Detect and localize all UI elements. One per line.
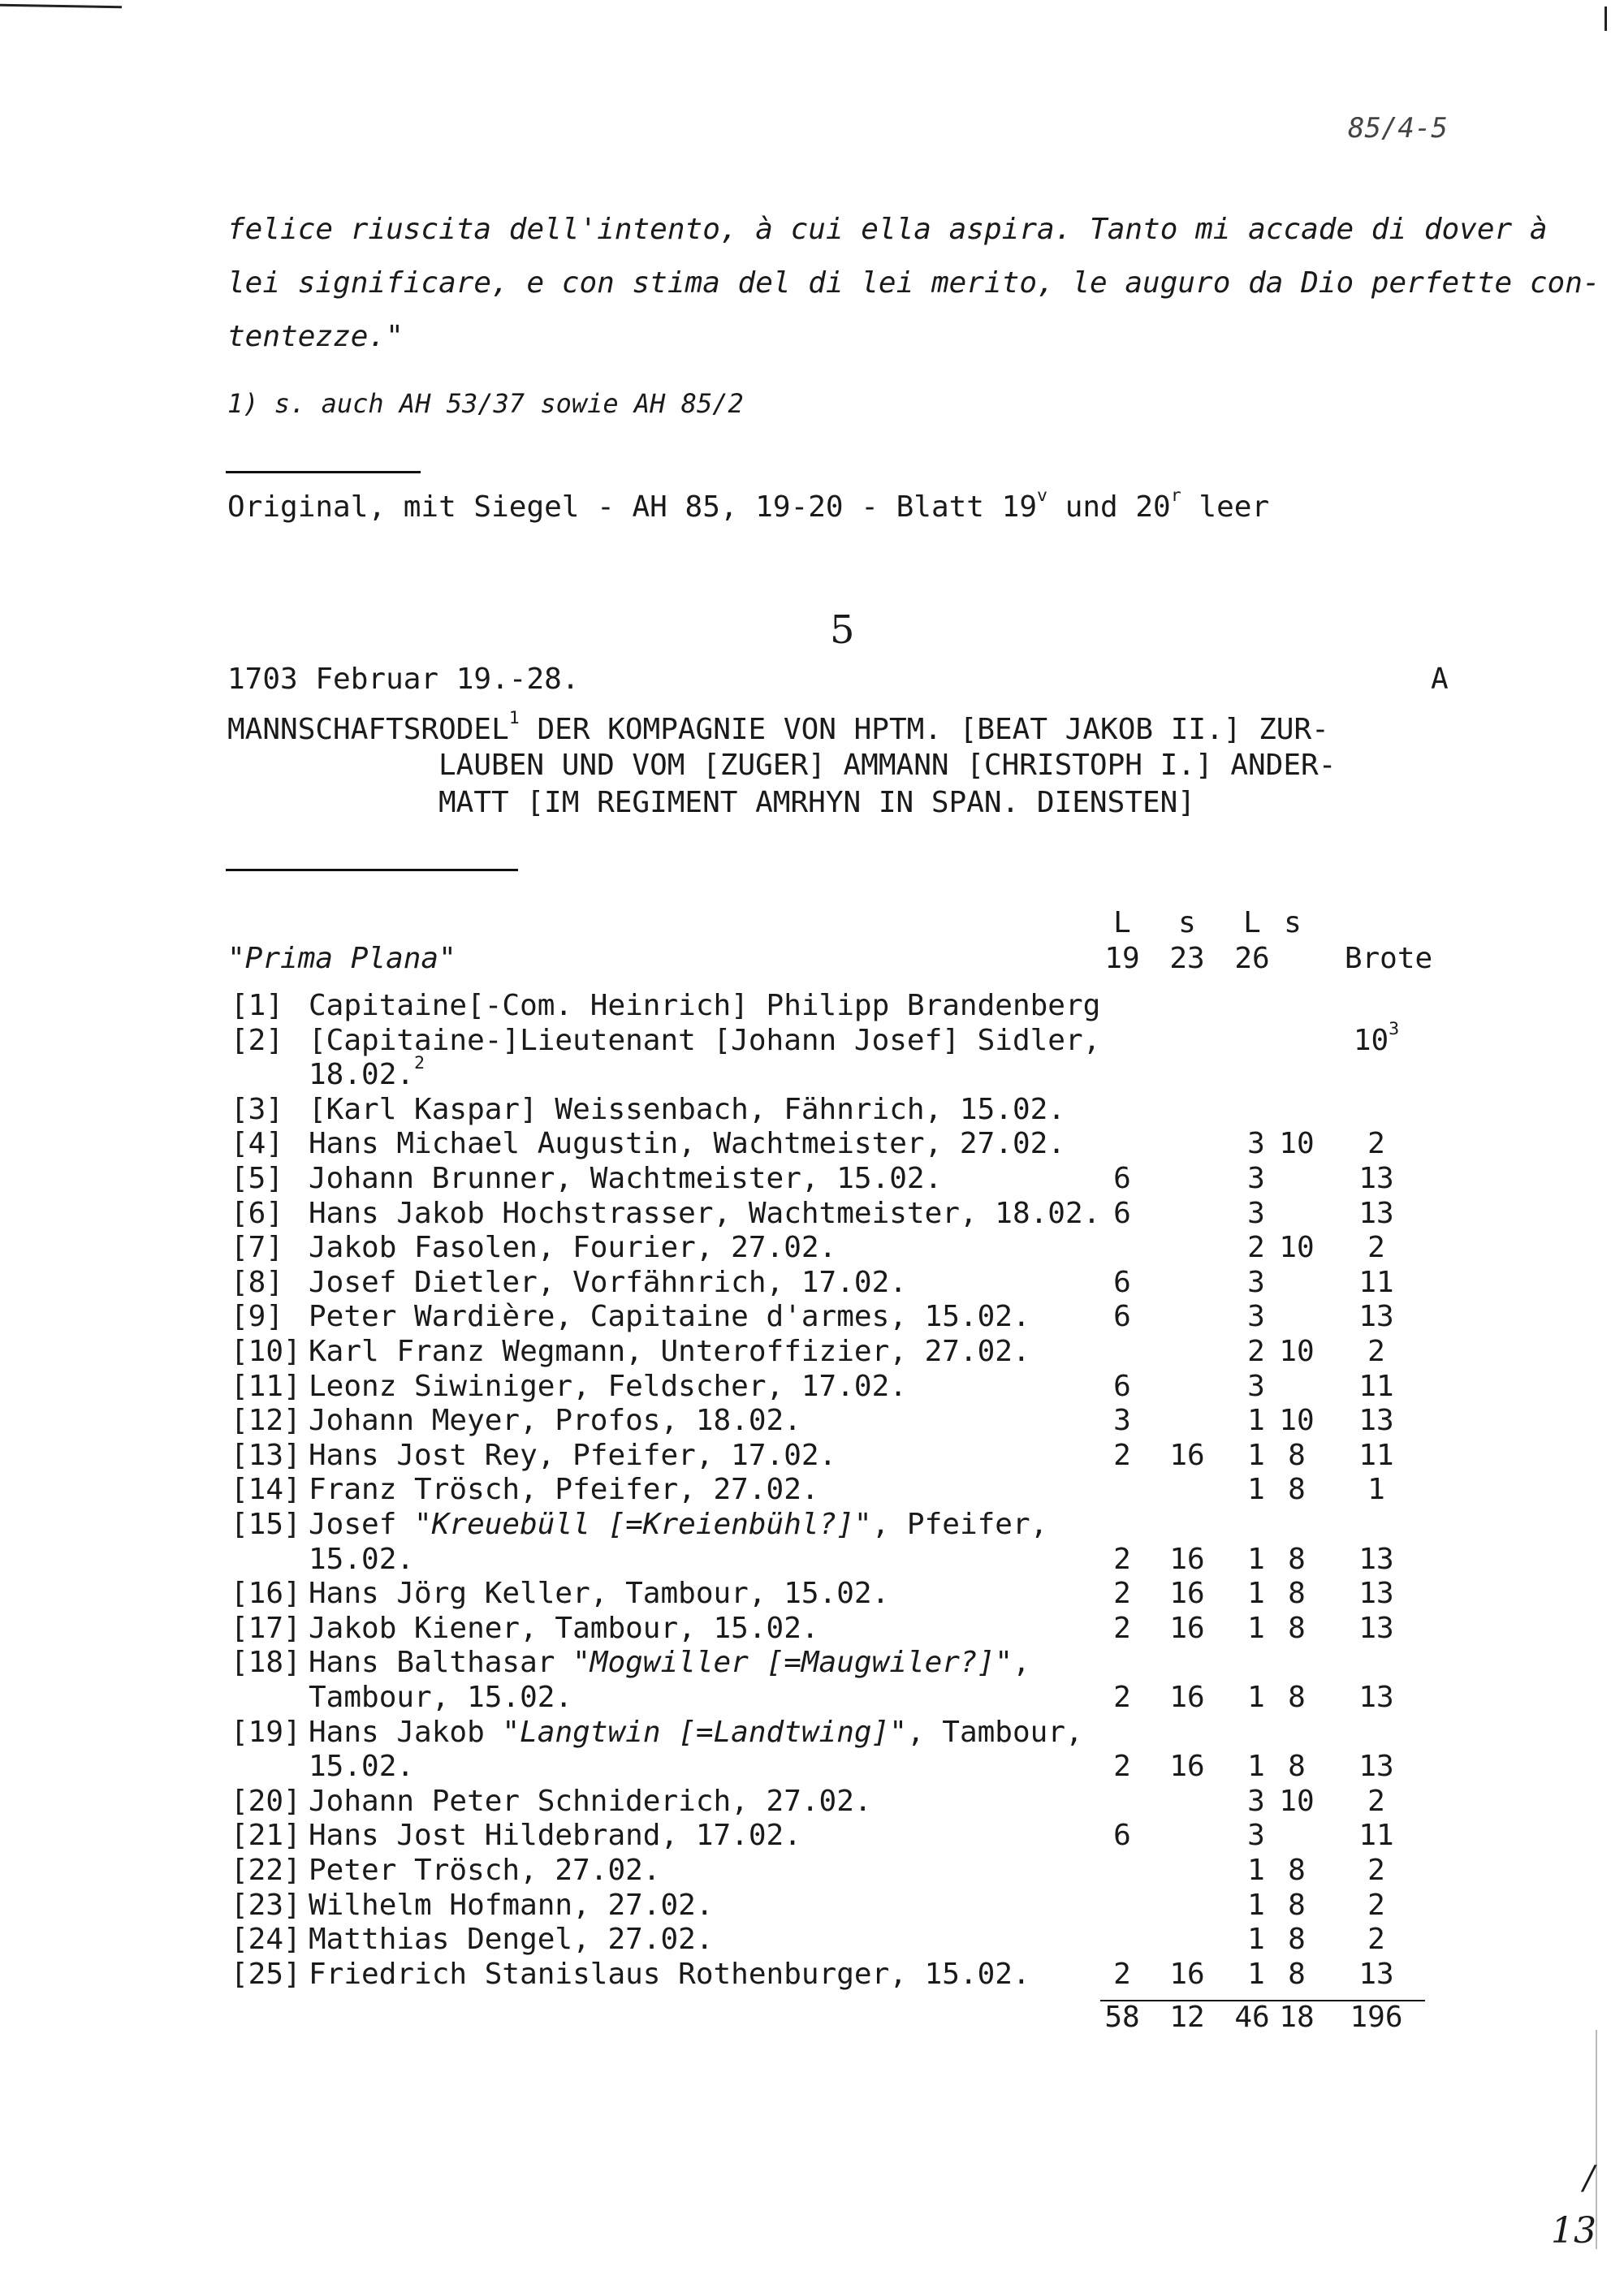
row-continuation-text: 15.02. bbox=[309, 1750, 415, 1784]
row-value-text: 1 bbox=[1247, 1681, 1265, 1714]
handwritten-page-number: 13 bbox=[1551, 2210, 1596, 2252]
row-value-text: 16 bbox=[1169, 1957, 1205, 1991]
row-entry-italic: "Mogwiller [=Maugwiler?]" bbox=[572, 1646, 1013, 1680]
letter-end-line-1: felice riuscita dell'intento, à cui ella aspira. Tanto mi accade di dover à bbox=[227, 213, 1548, 246]
row-value-c5 bbox=[1340, 1473, 1413, 1506]
row-index: [17] bbox=[231, 1611, 301, 1645]
row-value-c1 bbox=[1094, 1612, 1151, 1645]
row-entry: Peter Trösch, 27.02. bbox=[309, 1854, 661, 1887]
row-value-c3 bbox=[1228, 1162, 1285, 1195]
row-value-c5 bbox=[1340, 1018, 1413, 1057]
row-value-text: 13 bbox=[1358, 1542, 1394, 1576]
row-entry-continuation bbox=[309, 1681, 572, 1714]
row-value-c4 bbox=[1268, 1854, 1325, 1887]
row-value-text: 1 bbox=[1247, 1854, 1265, 1887]
row-index: [9] bbox=[231, 1300, 284, 1334]
source-note bbox=[227, 486, 1270, 524]
row-value-text: 8 bbox=[1288, 1957, 1306, 1991]
row-value-text: 16 bbox=[1169, 1681, 1205, 1714]
document-title-line-2: LAUBEN UND VOM [ZUGER] AMMANN [CHRISTOPH I.] ANDER- bbox=[438, 749, 1337, 782]
row-index: [23] bbox=[231, 1888, 301, 1922]
row-value-c1 bbox=[1094, 1370, 1151, 1403]
row-entry-continuation bbox=[309, 1053, 425, 1092]
row-value-c5 bbox=[1340, 1162, 1413, 1195]
title-footnote-mark: 1 bbox=[508, 708, 520, 728]
row-entry-pre: Hans Jakob bbox=[309, 1715, 503, 1749]
row-value-text: 8 bbox=[1288, 1888, 1306, 1922]
row-value-text: 2 bbox=[1113, 1750, 1131, 1784]
row-value-c2 bbox=[1159, 1543, 1216, 1576]
handwritten-checkmark: / bbox=[1583, 2160, 1595, 2197]
row-value-text: 3 bbox=[1247, 1369, 1265, 1403]
row-value-c5 bbox=[1340, 1958, 1413, 1991]
document-number: 5 bbox=[830, 607, 855, 653]
row-value-c1 bbox=[1094, 1958, 1151, 1991]
row-value-text: 6 bbox=[1113, 1265, 1131, 1299]
row-value-text: 2 bbox=[1367, 1784, 1385, 1818]
row-value-c4 bbox=[1268, 1473, 1325, 1506]
row-value-c4 bbox=[1268, 1681, 1325, 1714]
row-value-text: 2 bbox=[1113, 1577, 1131, 1611]
scan-artifact-top-left bbox=[0, 4, 122, 9]
row-index: [22] bbox=[231, 1854, 301, 1887]
row-value-c1 bbox=[1094, 1439, 1151, 1472]
row-entry-post: , bbox=[1012, 1646, 1030, 1680]
source-note-sup-v: v bbox=[1037, 486, 1048, 506]
row-value-text: 3 bbox=[1247, 1196, 1265, 1230]
title-separator bbox=[226, 869, 518, 871]
row-continuation-text: 18.02. bbox=[309, 1058, 415, 1092]
row-entry bbox=[309, 1646, 1030, 1679]
row-value-text: 8 bbox=[1288, 1681, 1306, 1714]
row-value-c5 bbox=[1340, 1300, 1413, 1333]
document-letter-code: A bbox=[1431, 663, 1449, 696]
row-value-c1 bbox=[1094, 1681, 1151, 1714]
row-value-footnote: 3 bbox=[1389, 1018, 1400, 1039]
header-bottom-col1: 19 bbox=[1104, 942, 1140, 975]
row-value-text: 6 bbox=[1113, 1819, 1131, 1853]
row-index: [16] bbox=[231, 1577, 301, 1611]
row-value-text: 3 bbox=[1113, 1404, 1131, 1438]
row-value-text: 1 bbox=[1247, 1957, 1265, 1991]
row-value-c3 bbox=[1228, 1300, 1285, 1333]
row-value-c5 bbox=[1340, 1750, 1413, 1783]
row-value-c4 bbox=[1268, 1231, 1325, 1264]
row-entry-continuation bbox=[309, 1543, 414, 1576]
row-value-c5 bbox=[1340, 1819, 1413, 1852]
row-value-text: 13 bbox=[1358, 1196, 1394, 1230]
source-note-pre: Original, mit Siegel - AH 85, 19-20 - Blatt 19 bbox=[227, 490, 1037, 524]
row-value-c3 bbox=[1228, 1370, 1285, 1403]
row-value-text: 2 bbox=[1367, 1231, 1385, 1265]
row-entry: Jakob Fasolen, Fourier, 27.02. bbox=[309, 1231, 837, 1265]
row-value-c4 bbox=[1268, 1958, 1325, 1991]
row-value-c2 bbox=[1159, 1750, 1216, 1783]
row-value-text: 16 bbox=[1169, 1611, 1205, 1645]
row-index: [12] bbox=[231, 1404, 301, 1438]
row-value-c5 bbox=[1340, 1923, 1413, 1956]
letter-end-line-3: tentezze." bbox=[227, 320, 404, 353]
row-value-text: 11 bbox=[1358, 1819, 1394, 1853]
row-value-text: 16 bbox=[1169, 1577, 1205, 1611]
total-col4: 18 bbox=[1279, 2001, 1315, 2034]
row-entry: Johann Brunner, Wachtmeister, 15.02. bbox=[309, 1162, 943, 1195]
row-value-text: 2 bbox=[1113, 1957, 1131, 1991]
row-value-c5 bbox=[1340, 1439, 1413, 1472]
row-entry-pre: Josef bbox=[309, 1508, 415, 1541]
row-value-text: 13 bbox=[1358, 1404, 1394, 1438]
row-value-c4 bbox=[1268, 1750, 1325, 1783]
row-continuation-text: Tambour, 15.02. bbox=[309, 1681, 573, 1714]
row-entry: Hans Jost Rey, Pfeifer, 17.02. bbox=[309, 1438, 837, 1472]
row-value-text: 8 bbox=[1288, 1577, 1306, 1611]
row-value-text: 2 bbox=[1367, 1335, 1385, 1368]
row-value-text: 2 bbox=[1113, 1542, 1131, 1576]
row-entry-italic: "Langtwin [=Landtwing]" bbox=[502, 1715, 907, 1749]
row-entry: [Karl Kaspar] Weissenbach, Fähnrich, 15.02. bbox=[309, 1092, 1065, 1126]
row-index: [7] bbox=[231, 1231, 284, 1265]
letter-end-line-2: lei significare, e con stima del di lei merito, le auguro da Dio perfette con- bbox=[227, 266, 1600, 300]
title-line1-post: DER KOMPAGNIE VON HPTM. [BEAT JAKOB II.] ZUR- bbox=[519, 713, 1329, 746]
page-reference: 85/4-5 bbox=[1348, 112, 1448, 145]
row-value-c3 bbox=[1228, 1266, 1285, 1299]
row-value-text: 10 bbox=[1279, 1784, 1315, 1818]
row-entry: Capitaine[-Com. Heinrich] Philipp Brandenberg bbox=[309, 989, 1101, 1022]
row-value-text: 16 bbox=[1169, 1750, 1205, 1784]
row-entry: Johann Peter Schniderich, 27.02. bbox=[309, 1784, 872, 1818]
row-value-c1 bbox=[1094, 1750, 1151, 1783]
row-value-text: 8 bbox=[1288, 1854, 1306, 1887]
row-value-text: 11 bbox=[1358, 1438, 1394, 1472]
row-entry: Hans Michael Augustin, Wachtmeister, 27.02. bbox=[309, 1127, 1065, 1161]
row-value-text: 16 bbox=[1169, 1542, 1205, 1576]
row-value-text: 6 bbox=[1113, 1369, 1131, 1403]
header-bottom-col3: 26 bbox=[1234, 942, 1270, 975]
row-value-text: 2 bbox=[1367, 1127, 1385, 1161]
header-top-col3: L bbox=[1243, 906, 1261, 939]
row-value-text: 8 bbox=[1288, 1923, 1306, 1957]
row-entry-post: , Tambour, bbox=[906, 1715, 1083, 1749]
row-value-c4 bbox=[1268, 1577, 1325, 1610]
row-entry: Matthias Dengel, 27.02. bbox=[309, 1923, 714, 1957]
row-value-text: 1 bbox=[1247, 1542, 1265, 1576]
row-value-text: 10 bbox=[1279, 1335, 1315, 1368]
section-label: "Prima Plana" bbox=[227, 942, 456, 975]
scan-artifact-right-edge bbox=[1605, 6, 1607, 31]
row-value-text: 6 bbox=[1113, 1300, 1131, 1334]
row-value-c2 bbox=[1159, 1958, 1216, 1991]
row-value-text: 6 bbox=[1113, 1196, 1131, 1230]
row-entry bbox=[309, 1716, 1083, 1749]
row-index: [20] bbox=[231, 1784, 301, 1818]
row-entry: Hans Jörg Keller, Tambour, 15.02. bbox=[309, 1577, 890, 1611]
header-top-col1: L bbox=[1113, 906, 1131, 939]
row-value-text: 8 bbox=[1288, 1542, 1306, 1576]
row-value-text: 2 bbox=[1367, 1923, 1385, 1957]
row-value-c1 bbox=[1094, 1197, 1151, 1230]
row-value-c4 bbox=[1268, 1923, 1325, 1956]
row-value-c5 bbox=[1340, 1889, 1413, 1922]
row-index: [21] bbox=[231, 1819, 301, 1853]
row-value-text: 10 bbox=[1279, 1231, 1315, 1265]
row-index: [18] bbox=[231, 1646, 301, 1680]
row-index: [4] bbox=[231, 1127, 284, 1161]
row-entry: Karl Franz Wegmann, Unteroffizier, 27.02. bbox=[309, 1335, 1030, 1368]
row-value-text: 10 bbox=[1279, 1127, 1315, 1161]
title-line1-pre: MANNSCHAFTSRODEL bbox=[227, 713, 509, 746]
row-index: [19] bbox=[231, 1715, 301, 1749]
row-value-text: 10 bbox=[1279, 1404, 1315, 1438]
row-index: [6] bbox=[231, 1196, 284, 1230]
document-title-line-3: MATT [IM REGIMENT AMRHYN IN SPAN. DIENSTEN] bbox=[438, 786, 1195, 819]
row-value-text: 11 bbox=[1358, 1369, 1394, 1403]
row-value-text: 2 bbox=[1247, 1231, 1265, 1265]
row-value-text: 2 bbox=[1367, 1854, 1385, 1887]
row-value-text: 3 bbox=[1247, 1162, 1265, 1195]
document-date: 1703 Februar 19.-28. bbox=[227, 663, 580, 696]
row-value-text: 3 bbox=[1247, 1784, 1265, 1818]
row-value-text: 13 bbox=[1358, 1750, 1394, 1784]
row-value-c4 bbox=[1268, 1543, 1325, 1576]
row-entry-continuation bbox=[309, 1750, 414, 1783]
row-value-text: 8 bbox=[1288, 1473, 1306, 1507]
row-value-c5 bbox=[1340, 1854, 1413, 1887]
row-entry: Peter Wardière, Capitaine d'armes, 15.02. bbox=[309, 1300, 1030, 1334]
row-value-text: 1 bbox=[1247, 1923, 1265, 1957]
row-value-c1 bbox=[1094, 1404, 1151, 1437]
row-value-c3 bbox=[1228, 1819, 1285, 1852]
row-value-text: 13 bbox=[1358, 1577, 1394, 1611]
row-entry bbox=[309, 1508, 1047, 1541]
row-value-text: 16 bbox=[1169, 1438, 1205, 1472]
row-entry: Friedrich Stanislaus Rothenburger, 15.02. bbox=[309, 1957, 1030, 1991]
row-value-text: 6 bbox=[1113, 1162, 1131, 1195]
row-value-c2 bbox=[1159, 1439, 1216, 1472]
row-value-c5 bbox=[1340, 1197, 1413, 1230]
row-index: [15] bbox=[231, 1508, 301, 1541]
row-index: [10] bbox=[231, 1335, 301, 1368]
row-value-c5 bbox=[1340, 1127, 1413, 1160]
row-entry: Franz Trösch, Pfeifer, 27.02. bbox=[309, 1473, 819, 1507]
total-brote: 196 bbox=[1350, 2001, 1403, 2034]
row-value-text: 1 bbox=[1367, 1473, 1385, 1507]
source-note-mid: und 20 bbox=[1047, 490, 1171, 524]
row-entry: Josef Dietler, Vorfähnrich, 17.02. bbox=[309, 1265, 907, 1299]
row-index: [5] bbox=[231, 1162, 284, 1195]
header-bottom-brote: Brote bbox=[1344, 942, 1433, 975]
row-value-text: 11 bbox=[1358, 1265, 1394, 1299]
row-index: [25] bbox=[231, 1957, 301, 1991]
total-col1: 58 bbox=[1104, 2001, 1140, 2034]
previous-footnote: 1) s. auch AH 53/37 sowie AH 85/2 bbox=[227, 388, 744, 419]
row-value-c4 bbox=[1268, 1335, 1325, 1368]
row-index: [1] bbox=[231, 989, 284, 1022]
row-value-c4 bbox=[1268, 1889, 1325, 1922]
total-col3: 46 bbox=[1234, 2001, 1270, 2034]
row-value-c4 bbox=[1268, 1439, 1325, 1472]
row-entry: Jakob Kiener, Tambour, 15.02. bbox=[309, 1611, 819, 1645]
row-value-c5 bbox=[1340, 1404, 1413, 1437]
row-value-text: 13 bbox=[1358, 1957, 1394, 1991]
row-index: [3] bbox=[231, 1092, 284, 1126]
row-value-c5 bbox=[1340, 1785, 1413, 1818]
row-value-c5 bbox=[1340, 1266, 1413, 1299]
total-col2: 12 bbox=[1169, 2001, 1205, 2034]
row-continuation-footnote: 2 bbox=[414, 1053, 425, 1074]
row-value-text: 2 bbox=[1113, 1681, 1131, 1714]
row-value-text: 13 bbox=[1358, 1611, 1394, 1645]
row-value-text: 1 bbox=[1247, 1750, 1265, 1784]
row-value-text: 2 bbox=[1113, 1438, 1131, 1472]
row-value-c4 bbox=[1268, 1785, 1325, 1818]
row-value-c1 bbox=[1094, 1266, 1151, 1299]
row-value-text: 3 bbox=[1247, 1127, 1265, 1161]
row-value-c2 bbox=[1159, 1681, 1216, 1714]
row-value-text: 8 bbox=[1288, 1611, 1306, 1645]
header-top-col4: s bbox=[1284, 906, 1302, 939]
header-bottom-col2: 23 bbox=[1169, 942, 1205, 975]
row-entry: Johann Meyer, Profos, 18.02. bbox=[309, 1404, 801, 1438]
row-value-c5 bbox=[1340, 1231, 1413, 1264]
row-value-text: 1 bbox=[1247, 1404, 1265, 1438]
row-index: [11] bbox=[231, 1369, 301, 1403]
row-value-c1 bbox=[1094, 1543, 1151, 1576]
footnote-separator-1 bbox=[226, 471, 421, 473]
source-note-post: leer bbox=[1181, 490, 1270, 524]
row-value-c5 bbox=[1340, 1681, 1413, 1714]
source-note-sup-r: r bbox=[1170, 486, 1181, 506]
row-value-c4 bbox=[1268, 1127, 1325, 1160]
row-entry-italic: "Kreuebüll [=Kreienbühl?]" bbox=[414, 1508, 872, 1541]
row-value-text: 3 bbox=[1247, 1265, 1265, 1299]
row-index: [14] bbox=[231, 1473, 301, 1507]
row-value-c5 bbox=[1340, 1370, 1413, 1403]
row-value-c1 bbox=[1094, 1162, 1151, 1195]
row-entry-post: , Pfeifer, bbox=[871, 1508, 1048, 1541]
row-value-text: 13 bbox=[1358, 1300, 1394, 1334]
row-value-text: 1 bbox=[1247, 1577, 1265, 1611]
row-value-text: 1 bbox=[1247, 1473, 1265, 1507]
row-value-c2 bbox=[1159, 1577, 1216, 1610]
row-value-c5 bbox=[1340, 1543, 1413, 1576]
row-value-text: 13 bbox=[1358, 1162, 1394, 1195]
row-entry: Hans Jakob Hochstrasser, Wachtmeister, 18.02. bbox=[309, 1196, 1101, 1230]
row-value-text: 3 bbox=[1247, 1300, 1265, 1334]
row-entry: Wilhelm Hofmann, 27.02. bbox=[309, 1888, 714, 1922]
row-value-text: 10 bbox=[1353, 1023, 1389, 1057]
row-entry: Hans Jost Hildebrand, 17.02. bbox=[309, 1819, 801, 1853]
row-value-text: 3 bbox=[1247, 1819, 1265, 1853]
row-index: [2] bbox=[231, 1023, 284, 1057]
row-value-c1 bbox=[1094, 1577, 1151, 1610]
row-entry: Leonz Siwiniger, Feldscher, 17.02. bbox=[309, 1369, 907, 1403]
row-entry-pre: Hans Balthasar bbox=[309, 1646, 573, 1680]
header-top-col2: s bbox=[1178, 906, 1196, 939]
row-value-c5 bbox=[1340, 1335, 1413, 1368]
row-value-text: 1 bbox=[1247, 1611, 1265, 1645]
row-continuation-text: 15.02. bbox=[309, 1542, 415, 1576]
row-value-c5 bbox=[1340, 1612, 1413, 1645]
row-value-text: 2 bbox=[1367, 1888, 1385, 1922]
row-entry: [Capitaine-]Lieutenant [Johann Josef] Sidler, bbox=[309, 1023, 1101, 1057]
document-title-line-1 bbox=[227, 708, 1329, 746]
row-value-text: 2 bbox=[1247, 1335, 1265, 1368]
row-value-c1 bbox=[1094, 1819, 1151, 1852]
row-value-c3 bbox=[1228, 1197, 1285, 1230]
row-value-text: 1 bbox=[1247, 1438, 1265, 1472]
row-value-text: 13 bbox=[1358, 1681, 1394, 1714]
row-index: [8] bbox=[231, 1265, 284, 1299]
row-value-text: 8 bbox=[1288, 1438, 1306, 1472]
row-value-c5 bbox=[1340, 1577, 1413, 1610]
row-index: [24] bbox=[231, 1923, 301, 1957]
row-value-text: 2 bbox=[1113, 1611, 1131, 1645]
row-value-text: 1 bbox=[1247, 1888, 1265, 1922]
row-value-c4 bbox=[1268, 1612, 1325, 1645]
row-value-c4 bbox=[1268, 1404, 1325, 1437]
row-index: [13] bbox=[231, 1438, 301, 1472]
row-value-c2 bbox=[1159, 1612, 1216, 1645]
row-value-text: 8 bbox=[1288, 1750, 1306, 1784]
row-value-c1 bbox=[1094, 1300, 1151, 1333]
